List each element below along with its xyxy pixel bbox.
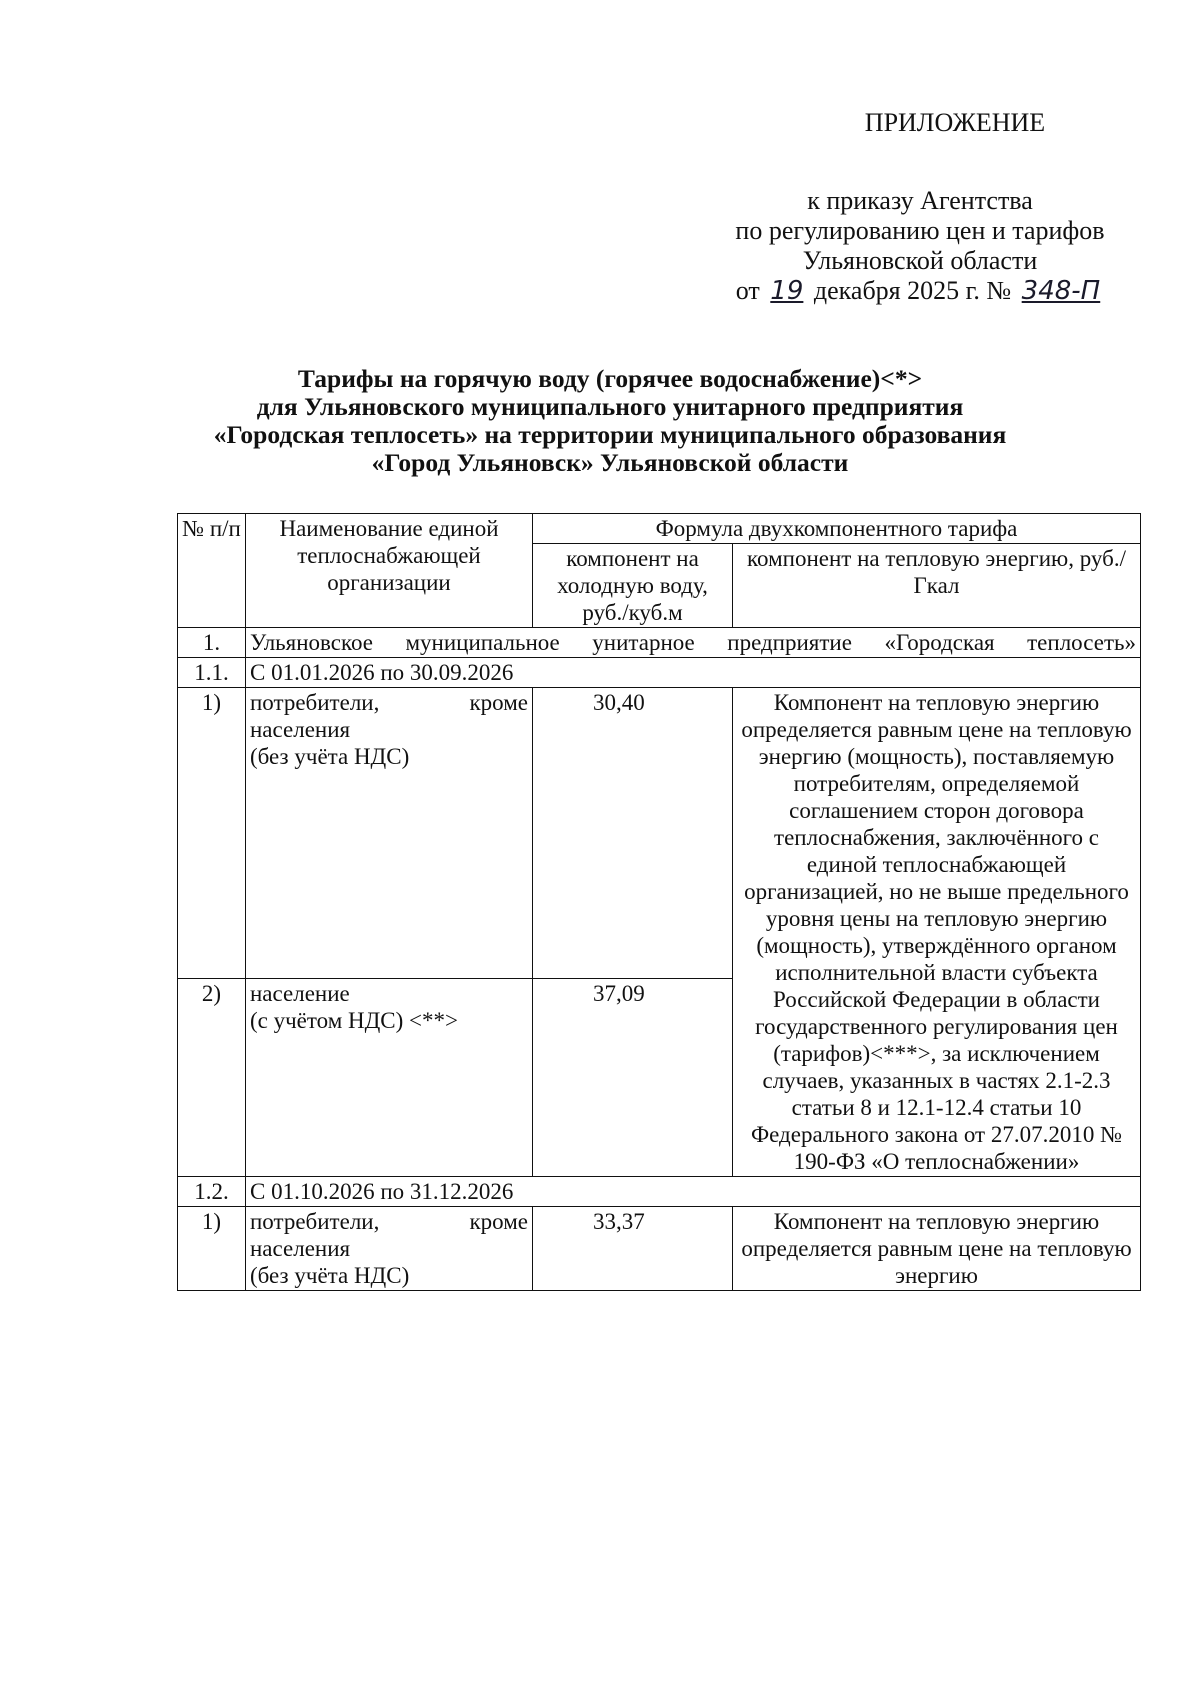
row-label-line: потребители, кроме <box>250 1209 528 1234</box>
row-label-line: (без учёта НДС) <box>250 744 410 769</box>
row-label <box>246 979 533 1177</box>
period-label: С 01.10.2026 по 31.12.2026 <box>246 1177 1141 1207</box>
period-num: 1.1. <box>178 658 246 688</box>
cold-water-value: 33,37 <box>533 1207 733 1291</box>
title-line-4: «Город Ульяновск» Ульяновской области <box>371 448 849 477</box>
order-day: 19 <box>770 276 804 306</box>
row-label-line: (без учёта НДС) <box>250 1263 410 1288</box>
row-label <box>246 1207 533 1291</box>
org-name: Ульяновское муниципальное унитарное предприятие «Городская теплосеть» <box>246 628 1141 658</box>
period-label: С 01.01.2026 по 30.09.2026 <box>246 658 1141 688</box>
header-heat-component: компонент на тепловую энергию, руб./Гкал <box>733 544 1141 628</box>
row-num: 2) <box>178 979 246 1177</box>
cold-water-value: 30,40 <box>533 688 733 979</box>
document-title <box>160 365 1060 477</box>
order-prefix: от <box>735 276 760 305</box>
row-label-line: населения <box>250 1236 351 1261</box>
table-row <box>178 1207 1141 1291</box>
header-num: № п/п <box>178 514 246 628</box>
appendix-line-3: Ульяновской области <box>802 246 1038 275</box>
row-label-line: потребители, кроме <box>250 690 528 715</box>
order-middle: декабря 2025 г. № <box>813 276 1012 305</box>
row-label <box>246 688 533 979</box>
row-num: 1) <box>178 1207 246 1291</box>
period-row <box>178 1177 1141 1207</box>
title-line-2: для Ульяновского муниципального унитарного предприятия <box>256 392 964 421</box>
title-line-1: Тарифы на горячую воду (горячее водоснабжение)<*> <box>297 364 923 393</box>
heat-component-text: Компонент на тепловую энергию определяется равным цене на тепловую энергию (мощность), поставляемую потребителям, определяемой соглашением сторон договора теплоснабжения, заключённого с единой теплоснабжающей организацией, но не выше предельного уровня цены на тепловую энергию (мощность), утверждённого органом исполнительной власти субъекта Российской Федерации в области государственного регулирования цен (тарифов)<***>, за исключением случаев, указанных в частях 2.1-2.3 статьи 8 и 12.1-12.4 статьи 10 Федерального закона от 27.07.2010 № 190-ФЗ «О теплоснабжении» <box>733 688 1141 1177</box>
table-header-row <box>178 514 1141 544</box>
header-cold-component: компонент на холодную воду, руб./куб.м <box>533 544 733 628</box>
header-formula: Формула двухкомпонентного тарифа <box>533 514 1141 544</box>
table-row <box>178 688 1141 979</box>
appendix-title: ПРИЛОЖЕНИЕ <box>864 108 1046 137</box>
cold-water-value: 37,09 <box>533 979 733 1177</box>
period-row <box>178 658 1141 688</box>
title-line-3: «Городская теплосеть» на территории муниципального образования <box>213 420 1007 449</box>
header-org: Наименование единой теплоснабжающей организации <box>246 514 533 628</box>
period-num: 1.2. <box>178 1177 246 1207</box>
row-num: 1) <box>178 688 246 979</box>
row-label-line: (с учётом НДС) <**> <box>250 1008 458 1034</box>
org-num: 1. <box>178 628 246 658</box>
row-label-line: населения <box>250 717 351 742</box>
org-row <box>178 628 1141 658</box>
tariff-table <box>177 513 1141 1291</box>
appendix-line-1: к приказу Агентства <box>807 186 1033 215</box>
appendix-line-2: по регулированию цен и тарифов <box>735 216 1105 245</box>
row-label-line: население <box>250 981 350 1007</box>
appendix-header <box>680 108 1160 306</box>
order-number: 348-П <box>1021 276 1101 306</box>
order-line <box>680 276 1160 306</box>
heat-component-text: Компонент на тепловую энергию определяется равным цене на тепловую энергию <box>733 1207 1141 1291</box>
